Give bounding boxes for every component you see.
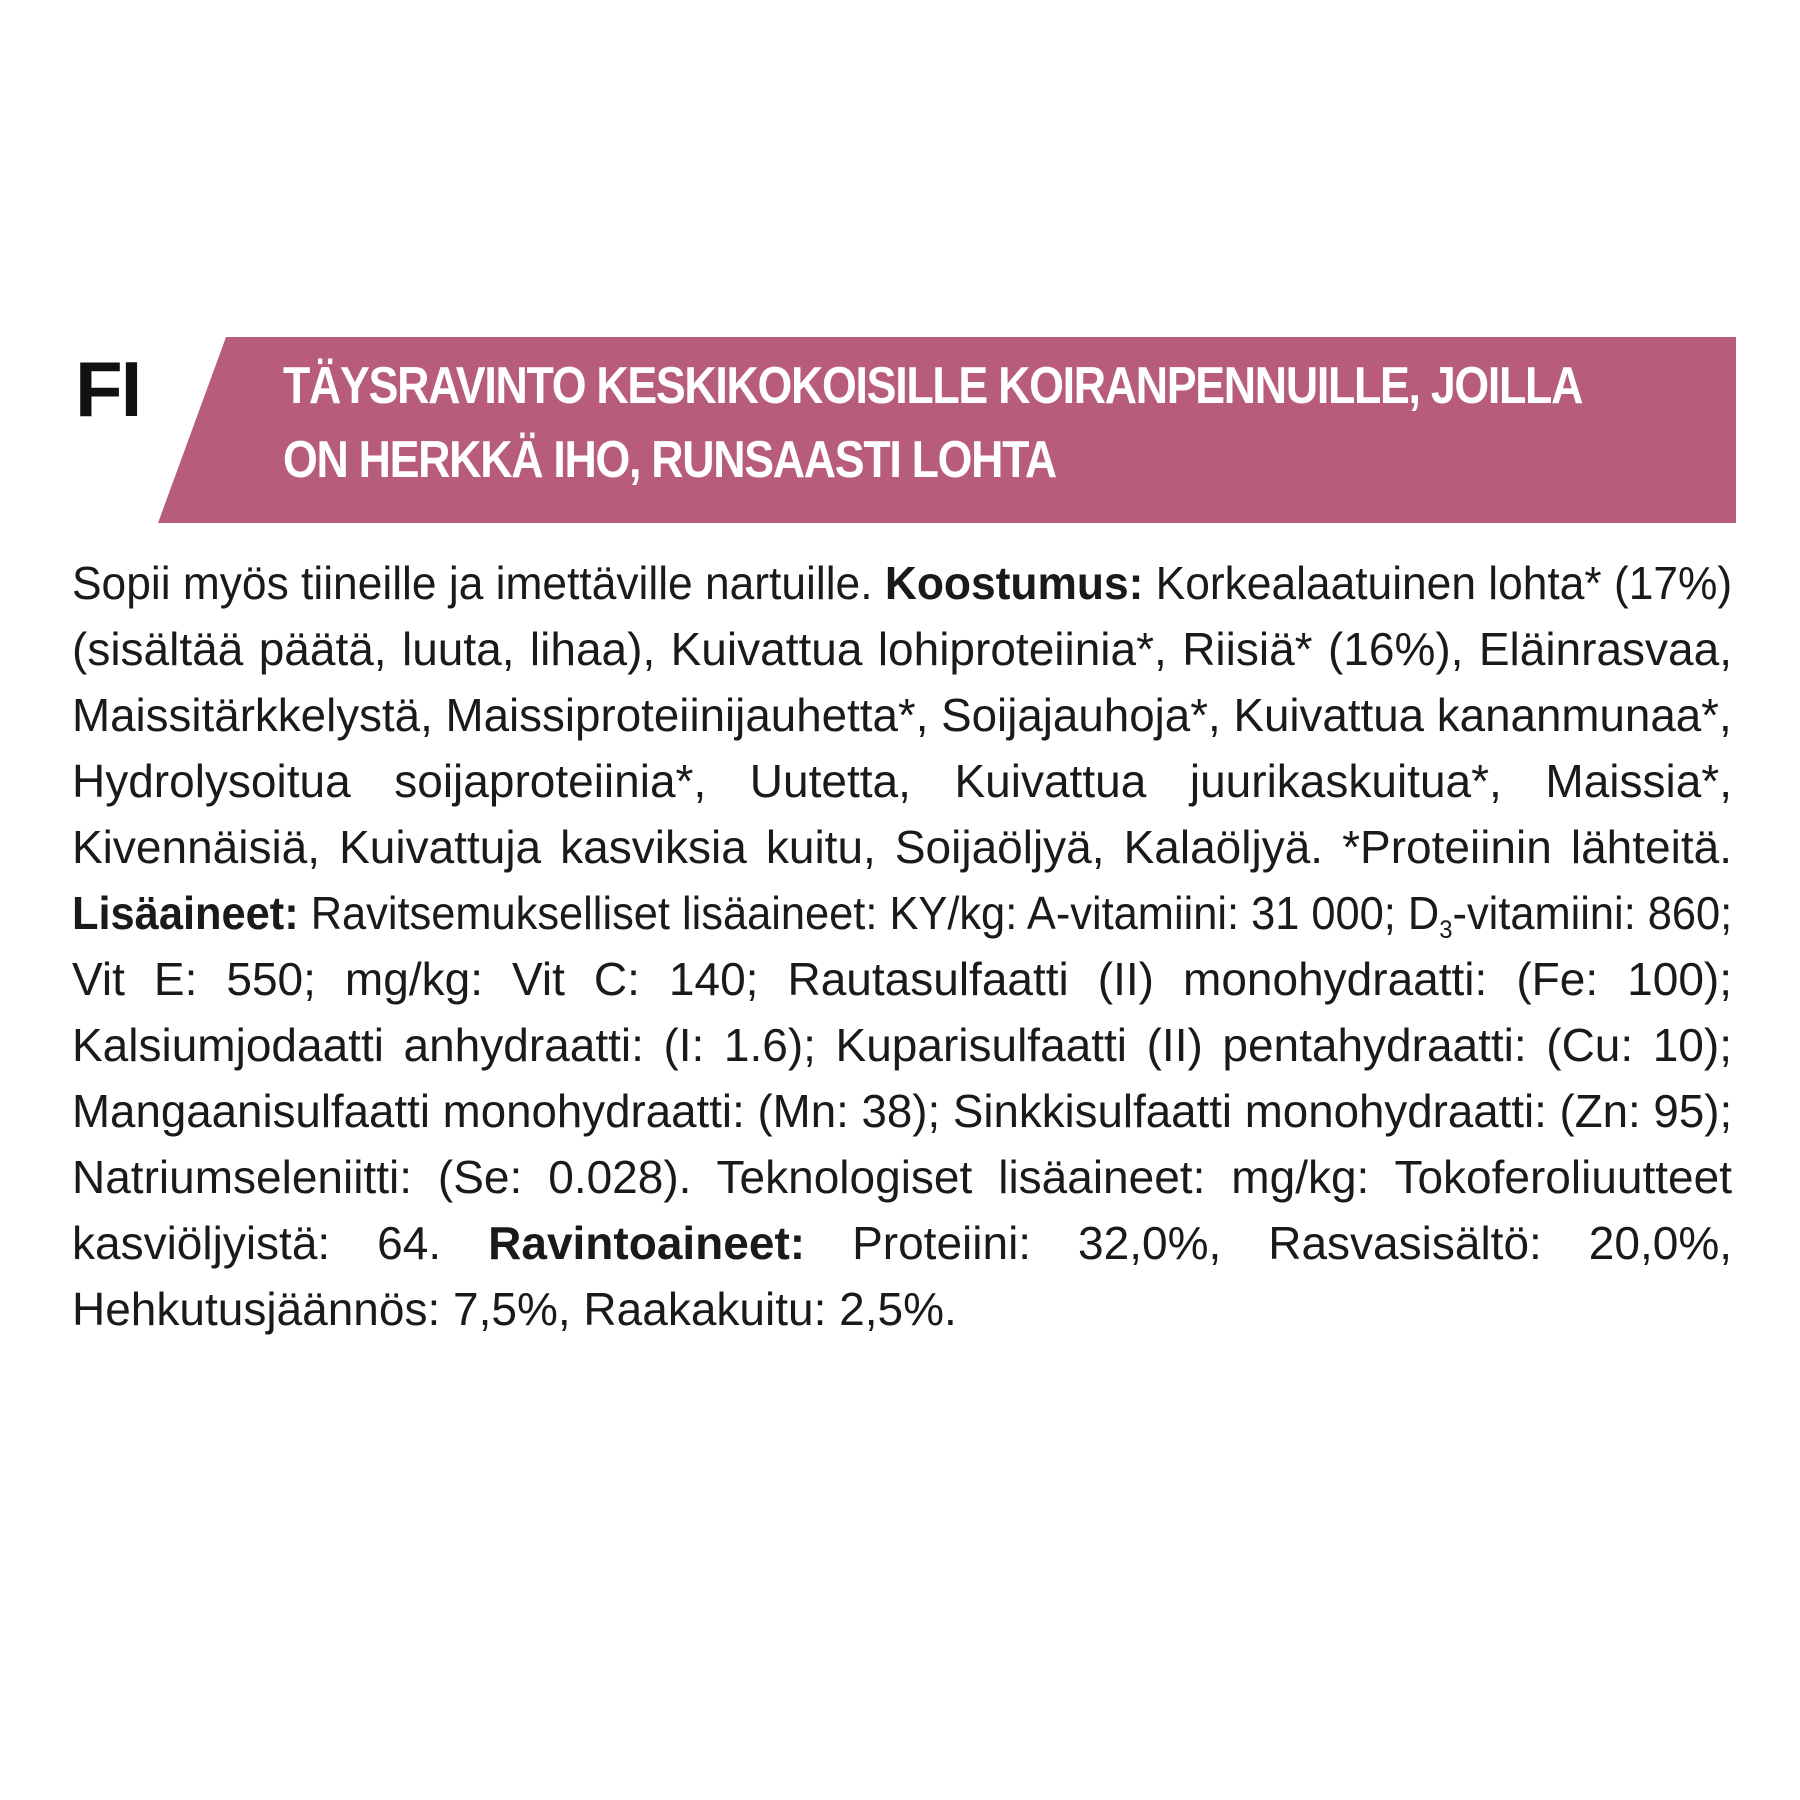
language-code: FI	[75, 345, 141, 433]
nutritional-additives-text: Ravitsemukselliset lisäaineet: KY/kg: A-vitamiini: 31 000; $D_3$-vitamiini: 860;	[310, 887, 1732, 944]
text-line-5: Kivennäisiä, Kuivattuja kasviksia kuitu, Soijaöljyä, Kalaöljyä. *Proteiinin lähteitä.	[72, 821, 1732, 873]
text-line-9: Mangaanisulfaatti monohydraatti: (Mn: 38); Sinkkisulfaatti monohydraatti: (Zn: 95);	[72, 1085, 1732, 1137]
oil-extract-text: kasviöljyistä: 64.	[72, 1217, 442, 1269]
title-banner	[158, 337, 1736, 523]
text-line-6	[72, 880, 1732, 946]
composition-heading: Koostumus:	[884, 557, 1144, 609]
ingredients-text	[72, 550, 1732, 1470]
additives-heading: Lisäaineet:	[72, 887, 299, 939]
product-title	[283, 349, 1583, 497]
nutrients-text: Proteiini: 32,0%, Rasvasisältö: 20,0%,	[852, 1217, 1732, 1269]
text-line-12: Hehkutusjäännös: 7,5%, Raakakuitu: 2,5%.	[72, 1283, 957, 1335]
text-line-10: Natriumseleniitti: (Se: 0.028). Teknologiset lisäaineet: mg/kg: Tokoferoliuutteet	[72, 1151, 1732, 1203]
suitability-text: Sopii myös tiineille ja imettäville nartuille.	[72, 557, 873, 609]
text-line-11	[72, 1210, 1732, 1276]
composition-text: Korkealaatuinen lohta* (17%)	[1155, 557, 1732, 609]
text-line-7: Vit E: 550; mg/kg: Vit C: 140; Rautasulfaatti (II) monohydraatti: (Fe: 100);	[72, 953, 1732, 1005]
product-title-line-2: ON HERKKÄ IHO, RUNSAASTI LOHTA	[283, 431, 1056, 489]
text-line-2: (sisältää päätä, luuta, lihaa), Kuivattua lohiproteiinia*, Riisiä* (16%), Eläinrasvaa,	[72, 623, 1732, 675]
text-line-1	[72, 550, 1732, 616]
text-line-4: Hydrolysoitua soijaproteiinia*, Uutetta, Kuivattua juurikaskuitua*, Maissia*,	[72, 755, 1732, 807]
d3-subscript: 3	[1439, 915, 1453, 944]
text-line-3: Maissitärkkelystä, Maissiproteiinijauhetta*, Soijajauhoja*, Kuivattua kananmunaa*,	[72, 689, 1732, 741]
text-line-8: Kalsiumjodaatti anhydraatti: (I: 1.6); Kuparisulfaatti (II) pentahydraatti: (Cu: 10);	[72, 1019, 1732, 1071]
product-title-line-1: TÄYSRAVINTO KESKIKOKOISILLE KOIRANPENNUILLE, JOILLA	[283, 357, 1583, 415]
nutrients-heading: Ravintoaineet:	[488, 1217, 806, 1269]
